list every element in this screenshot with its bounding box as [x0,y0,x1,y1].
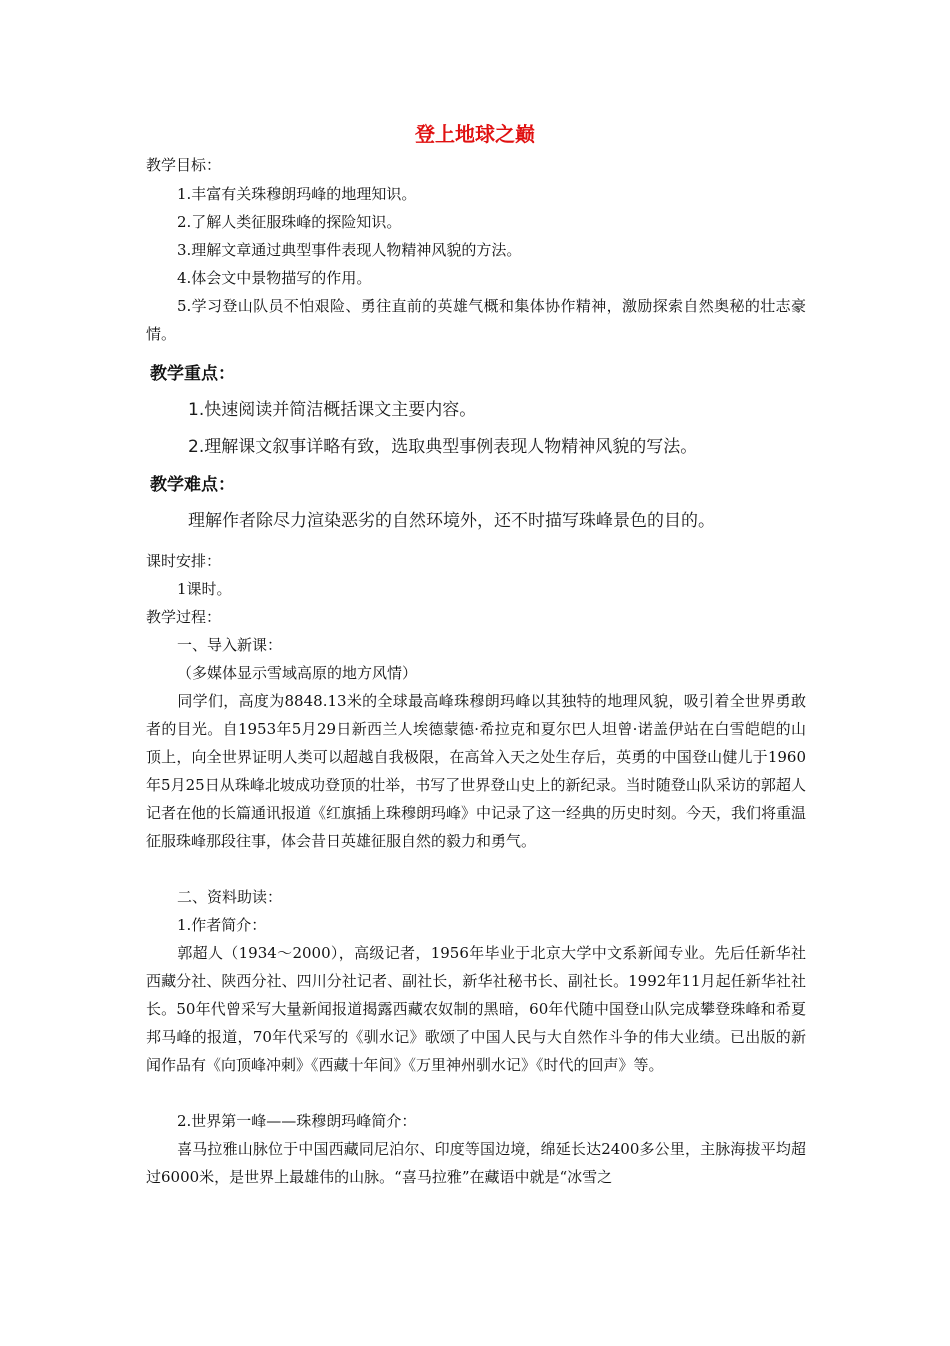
key-points-heading: 教学重点： [150,364,235,384]
process-heading: 教学过程： [146,608,222,626]
intro-paragraph-text: 同学们，高度为8848.13米的全球最高峰珠穆朗玛峰以其独特的地理风貌，吸引着全世界勇敢者的目光。自1953年5月29日新西兰人埃德蒙德·希拉克和夏尔巴人坦曾·诺盖伊站在白雪皑皑的山顶上，向全世界证明人类可以超越自我极限，在高耸入天之处生存后，英勇的中国登山健儿于1960年5月25日从珠峰北坡成功登顶的壮举，书写了世界登山史上的新纪录。当时随登山队采访的郭超人记者在他的长篇通讯报道《红旗插上珠穆朗玛峰》中记录了这一经典的历史时刻。今天，我们将重温征服珠峰那段往事，体会昔日英雄征服自然的毅力和勇气。 [146,692,807,850]
objective-item-1: 1.丰富有关珠穆朗玛峰的地理知识。 [177,185,417,203]
key-point-item-1: 1.快速阅读并简洁概括课文主要内容。 [188,400,477,420]
author-paragraph [146,939,806,1079]
key-point-item-2: 2.理解课文叙事详略有致，选取典型事例表现人物精神风貌的写法。 [188,437,698,457]
objective-item-5-text: 5.学习登山队员不怕艰险、勇往直前的英雄气概和集体协作精神，激励探索自然奥秘的壮志豪情。 [146,297,806,343]
difficulties-heading: 教学难点： [150,475,235,495]
objectives-heading: 教学目标： [146,156,222,174]
objective-item-5 [146,292,806,348]
section-intro-heading: 一、导入新课： [177,636,283,654]
schedule-text: 1课时。 [177,580,232,598]
objective-item-4: 4.体会文中景物描写的作用。 [177,269,372,287]
objective-item-3: 3.理解文章通过典型事件表现人物精神风貌的方法。 [177,241,522,259]
schedule-heading: 课时安排： [146,552,222,570]
peak-heading: 2.世界第一峰——珠穆朗玛峰简介： [177,1112,417,1130]
author-heading: 1.作者简介： [177,916,267,934]
objective-item-2: 2.了解人类征服珠峰的探险知识。 [177,213,402,231]
author-paragraph-text: 郭超人（1934～2000），高级记者，1956年毕业于北京大学中文系新闻专业。先后任新华社西藏分社、陕西分社、四川分社记者、副社长，新华社秘书长、副社长。1992年11月起任新华社社长。50年代曾采写大量新闻报道揭露西藏农奴制的黑暗，60年代随中国登山队完成攀登珠峰和希夏邦马峰的报道，70年代采写的《驯水记》歌颂了中国人民与大自然作斗争的伟大业绩。已出版的新闻作品有《向顶峰冲刺》《西藏十年间》《万里神州驯水记》《时代的回声》等。 [146,944,806,1074]
peak-paragraph-text: 喜马拉雅山脉位于中国西藏同尼泊尔、印度等国边境，绵延长达2400多公里，主脉海拔平均超过6000米，是世界上最雄伟的山脉。“喜马拉雅”在藏语中就是“冰雪之 [146,1140,806,1186]
peak-paragraph [146,1135,806,1191]
media-note: （多媒体显示雪域高原的地方风情） [177,664,418,682]
difficulties-text: 理解作者除尽力渲染恶劣的自然环境外，还不时描写珠峰景色的目的。 [188,511,715,531]
document-title: 登上地球之巅 [415,122,535,146]
section-materials-heading: 二、资料助读： [177,888,283,906]
intro-paragraph [146,687,806,855]
